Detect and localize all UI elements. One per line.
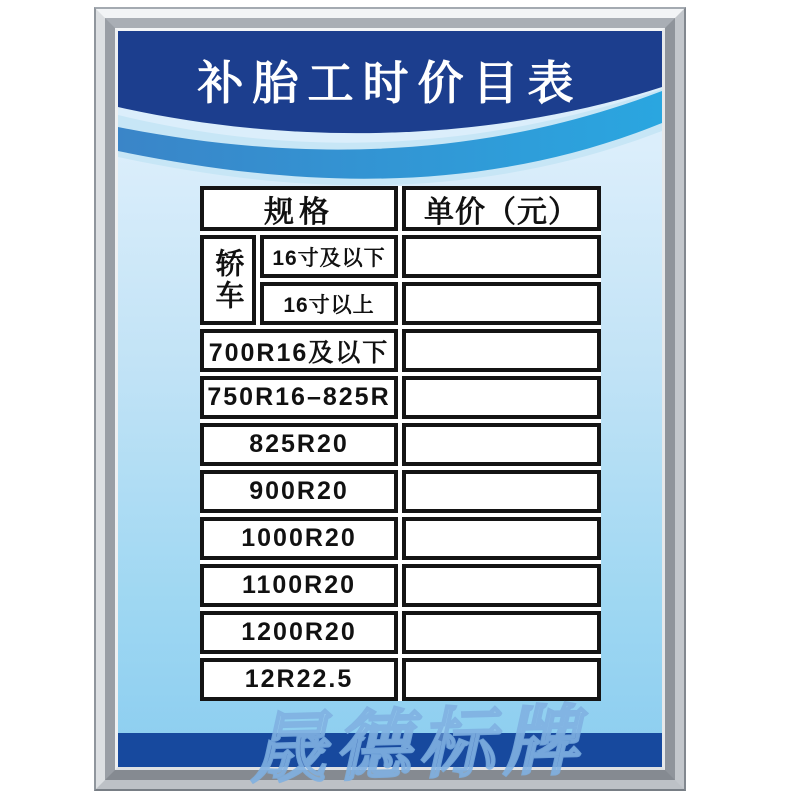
spec-cell: 1200R20	[200, 611, 398, 654]
spec-cell: 825R20	[200, 423, 398, 466]
price-table	[200, 186, 601, 701]
frame-mid-band	[105, 18, 675, 780]
price-cell	[402, 329, 601, 372]
table-header-row	[200, 186, 601, 231]
spec-cell: 16寸及以下	[260, 235, 398, 278]
brand-watermark: 晟德标牌	[249, 698, 588, 793]
sedan-price-column	[402, 235, 601, 325]
spec-cell: 12R22.5	[200, 658, 398, 701]
spec-cell: 1100R20	[200, 564, 398, 607]
frame-inner-lip	[115, 28, 665, 770]
spec-cell: 700R16及以下	[200, 329, 398, 372]
price-cell	[402, 611, 601, 654]
spec-cell: 16寸以上	[260, 282, 398, 325]
table-row	[200, 470, 601, 513]
table-row	[200, 329, 601, 372]
frame-highlight-band	[96, 9, 684, 789]
price-cell	[402, 235, 601, 278]
spec-cell: 900R20	[200, 470, 398, 513]
sign-title: 补胎工时价目表	[197, 57, 583, 109]
price-cell	[402, 470, 601, 513]
sign-frame	[94, 7, 686, 791]
table-row	[200, 611, 601, 654]
price-cell	[402, 376, 601, 419]
sedan-group-row	[200, 235, 601, 325]
spec-cell: 750R16–825R	[200, 376, 398, 419]
sedan-spec-column	[260, 235, 398, 325]
price-cell	[402, 282, 601, 325]
price-cell	[402, 423, 601, 466]
group-label-cell-sedan: 轿车	[200, 235, 256, 325]
price-cell	[402, 517, 601, 560]
table-row	[200, 376, 601, 419]
spec-header-cell: 规格	[200, 186, 398, 231]
price-header-cell: 单价（元）	[402, 186, 601, 231]
table-row	[200, 564, 601, 607]
price-cell	[402, 564, 601, 607]
sign-face	[118, 31, 662, 767]
table-row	[200, 423, 601, 466]
table-row	[200, 517, 601, 560]
spec-cell: 1000R20	[200, 517, 398, 560]
